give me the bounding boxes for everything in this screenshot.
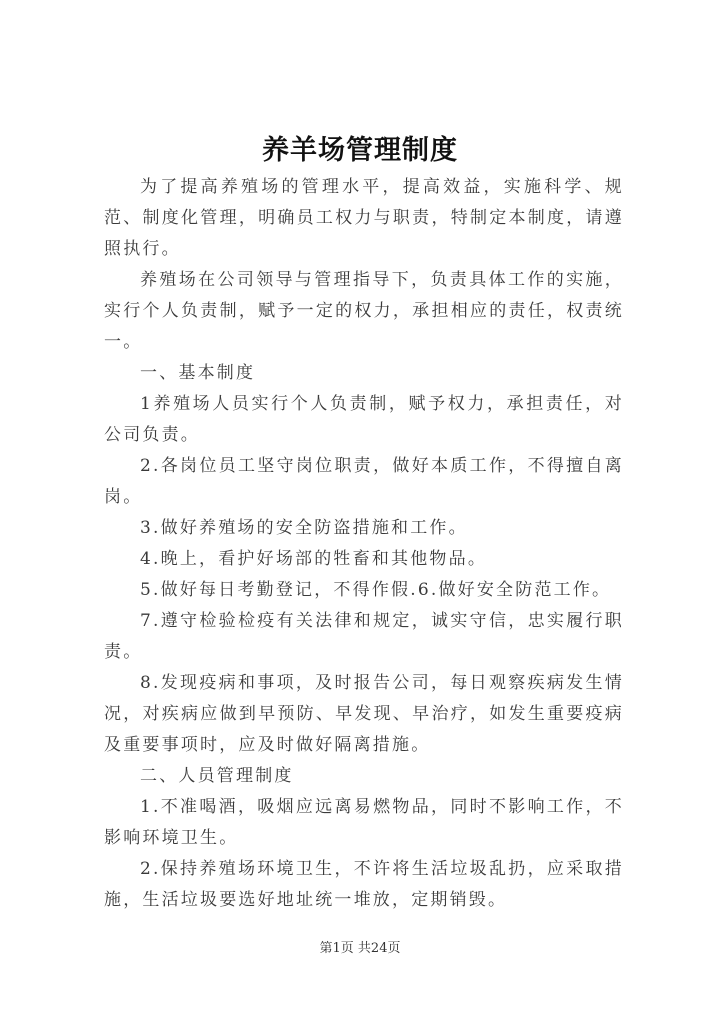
responsibility-paragraph: 养殖场在公司领导与管理指导下，负责具体工作的实施，实行个人负责制，赋予一定的权力，承担相应的责任，权责统一。	[104, 270, 624, 352]
basic-rule-8: 8.发现疫病和事项，及时报告公司，每日观察疾病发生情况，对疾病应做到早预防、早发现、早治疗，如发生重要疫病及重要事项时，应及时做好隔离措施。	[104, 673, 624, 755]
basic-rule-3: 3.做好养殖场的安全防盗措施和工作。	[140, 518, 468, 538]
personnel-rule-1: 1.不准喝酒，吸烟应远离易燃物品，同时不影响工作，不影响环境卫生。	[104, 797, 624, 848]
basic-rule-7: 7.遵守检验检疫有关法律和规定，诚实守信，忠实履行职责。	[104, 611, 624, 662]
basic-rule-2: 2.各岗位员工坚守岗位职责，做好本质工作，不得擅自离岗。	[104, 456, 624, 507]
section-heading-personnel: 二、人员管理制度	[140, 766, 294, 786]
document-title: 养羊场管理制度	[262, 135, 458, 166]
basic-rule-4: 4.晚上，看护好场部的牲畜和其他物品。	[140, 549, 488, 569]
page-indicator: 第1页 共24页	[319, 941, 401, 956]
basic-rule-1: 1养殖场人员实行个人负责制，赋予权力，承担责任，对公司负责。	[104, 394, 624, 445]
document-body	[104, 172, 624, 916]
personnel-rule-2: 2.保持养殖场环境卫生，不许将生活垃圾乱扔，应采取措施，生活垃圾要选好地址统一堆放，定期销毁。	[104, 859, 624, 910]
basic-rule-5-6: 5.做好每日考勤登记，不得作假.6.做好安全防范工作。	[140, 580, 612, 600]
intro-paragraph: 为了提高养殖场的管理水平，提高效益，实施科学、规范、制度化管理，明确员工权力与职责，特制定本制度，请遵照执行。	[104, 177, 624, 259]
section-heading-basic: 一、基本制度	[140, 363, 256, 383]
